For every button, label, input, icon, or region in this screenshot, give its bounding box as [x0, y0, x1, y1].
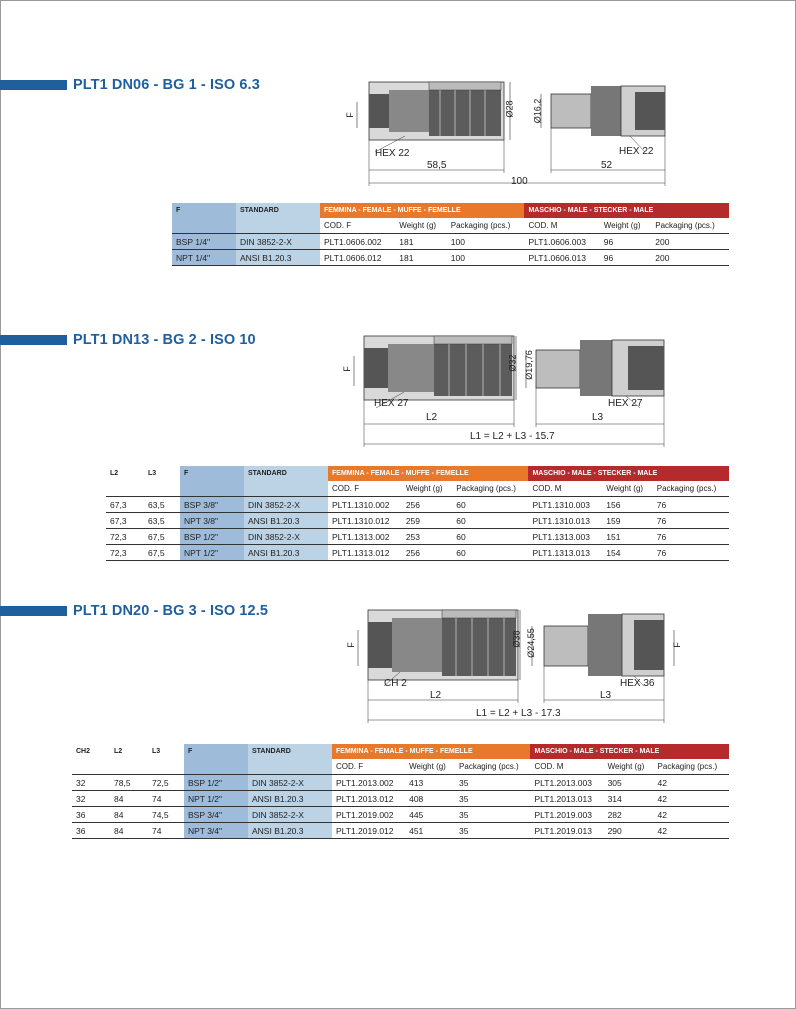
section-title-dn06 — [0, 75, 260, 95]
female-hex-label: HEX 22 — [375, 148, 410, 159]
title-bar — [0, 80, 67, 90]
subheader-packaging-m: Packaging (pcs.) — [654, 759, 729, 775]
female-diameter-label: Ø32 — [507, 354, 518, 372]
male-length-label: 52 — [601, 160, 613, 171]
table-row: 36 84 74,5 BSP 3/4" DIN 3852-2-X PLT1.2019.002 445 35 PLT1.2019.003 282 42 — [72, 807, 729, 823]
section-title-dn20 — [0, 601, 268, 621]
female-length-label: 58,5 — [427, 160, 447, 171]
col-header-l2: L2 — [110, 470, 119, 477]
male-length-label: L3 — [592, 412, 604, 423]
coupling-drawing-dn06 — [345, 72, 680, 192]
subheader-weight-f: Weight (g) — [402, 481, 452, 497]
f-label-right: F — [671, 642, 682, 648]
table-row: BSP 1/4" DIN 3852-2-X PLT1.0606.002 181 100 PLT1.0606.003 96 200 — [172, 234, 729, 250]
spec-table-dn13 — [106, 466, 729, 561]
subheader-weight-f: Weight (g) — [395, 218, 446, 234]
subheader-packaging-f: Packaging (pcs.) — [447, 218, 525, 234]
f-label: F — [345, 642, 356, 648]
col-header-l3: L3 — [148, 470, 157, 477]
title-bar — [0, 606, 67, 616]
male-hex-label: HEX 27 — [608, 398, 643, 409]
col-header-f: F — [172, 203, 236, 218]
subheader-packaging-m: Packaging (pcs.) — [651, 218, 729, 234]
male-length-label: L3 — [600, 690, 612, 701]
table-subheader-row — [106, 481, 729, 497]
spec-table-dn06 — [172, 203, 729, 266]
col-header-standard: STANDARD — [244, 466, 328, 481]
female-diameter-label: Ø28 — [504, 100, 515, 118]
subheader-weight-f: Weight (g) — [405, 759, 455, 775]
table-header-row — [106, 466, 729, 481]
table-header-row — [172, 203, 729, 218]
table-subheader-row — [172, 218, 729, 234]
total-length-label: L1 = L2 + L3 - 15.7 — [470, 431, 555, 442]
male-header: MASCHIO - MALE - STECKER - MALE — [524, 203, 729, 218]
col-header-ch2: CH2 — [76, 748, 91, 755]
male-diameter-label: Ø19,76 — [523, 350, 534, 380]
male-hex-label: HEX 22 — [619, 146, 654, 157]
subheader-weight-m: Weight (g) — [604, 759, 654, 775]
f-label: F — [341, 366, 352, 372]
subheader-cod-f: COD. F — [328, 481, 402, 497]
female-hex-label: CH 2 — [384, 678, 407, 689]
section-title-text: PLT1 DN20 - BG 3 - ISO 12.5 — [73, 603, 269, 619]
subheader-cod-f: COD. F — [332, 759, 405, 775]
female-header: FEMMINA - FEMALE - MUFFE - FEMELLE — [328, 466, 528, 481]
total-length-label: 100 — [511, 176, 528, 187]
male-hex-label: HEX 36 — [620, 678, 655, 689]
male-header: MASCHIO - MALE - STECKER - MALE — [528, 466, 729, 481]
section-title-dn13 — [0, 330, 256, 350]
female-header: FEMMINA - FEMALE - MUFFE - FEMELLE — [332, 744, 530, 759]
col-header-standard: STANDARD — [248, 744, 332, 759]
subheader-weight-m: Weight (g) — [602, 481, 652, 497]
table-row: 67,3 63,5 NPT 3/8" ANSI B1.20.3 PLT1.1310.012 259 60 PLT1.1310.013 159 76 — [106, 513, 729, 529]
table-row: NPT 1/4" ANSI B1.20.3 PLT1.0606.012 181 100 PLT1.0606.013 96 200 — [172, 250, 729, 266]
col-header-l2: L2 — [114, 748, 123, 755]
female-length-label: L2 — [430, 690, 442, 701]
title-bar — [0, 335, 67, 345]
col-header-f: F — [180, 466, 244, 481]
male-diameter-label: Ø16,2 — [532, 98, 543, 124]
female-diameter-label: Ø38 — [511, 630, 522, 648]
subheader-packaging-f: Packaging (pcs.) — [452, 481, 528, 497]
subheader-weight-m: Weight (g) — [600, 218, 651, 234]
f-label: F — [344, 112, 355, 118]
section-title-text: PLT1 DN06 - BG 1 - ISO 6.3 — [73, 77, 260, 93]
col-header-standard: STANDARD — [236, 203, 320, 218]
table-row: 72,3 67,5 NPT 1/2" ANSI B1.20.3 PLT1.1313.012 256 60 PLT1.1313.013 154 76 — [106, 545, 729, 561]
total-length-label: L1 = L2 + L3 - 17.3 — [476, 708, 561, 719]
subheader-packaging-f: Packaging (pcs.) — [455, 759, 530, 775]
section-title-text: PLT1 DN13 - BG 2 - ISO 10 — [73, 332, 256, 348]
table-row: 32 78,5 72,5 BSP 1/2" DIN 3852-2-X PLT1.2013.002 413 35 PLT1.2013.003 305 42 — [72, 775, 729, 791]
female-length-label: L2 — [426, 412, 438, 423]
male-diameter-label: Ø24,55 — [525, 628, 536, 658]
subheader-packaging-m: Packaging (pcs.) — [653, 481, 729, 497]
table-header-row — [72, 744, 729, 759]
table-row: 36 84 74 NPT 3/4" ANSI B1.20.3 PLT1.2019.012 451 35 PLT1.2019.013 290 42 — [72, 823, 729, 839]
table-subheader-row — [72, 759, 729, 775]
table-row: 67,3 63,5 BSP 3/8" DIN 3852-2-X PLT1.1310.002 256 60 PLT1.1310.003 156 76 — [106, 497, 729, 513]
subheader-cod-m: COD. M — [528, 481, 602, 497]
subheader-cod-m: COD. M — [524, 218, 599, 234]
coupling-drawing-dn20 — [344, 600, 684, 724]
col-header-f: F — [184, 744, 248, 759]
female-hex-label: HEX 27 — [374, 398, 409, 409]
subheader-cod-m: COD. M — [530, 759, 603, 775]
subheader-cod-f: COD. F — [320, 218, 395, 234]
male-header: MASCHIO - MALE - STECKER - MALE — [530, 744, 729, 759]
col-header-l3: L3 — [152, 748, 161, 755]
coupling-drawing-dn13 — [341, 326, 680, 448]
spec-table-dn20 — [72, 744, 729, 839]
female-header: FEMMINA - FEMALE - MUFFE - FEMELLE — [320, 203, 524, 218]
table-row: 72,3 67,5 BSP 1/2" DIN 3852-2-X PLT1.1313.002 253 60 PLT1.1313.003 151 76 — [106, 529, 729, 545]
table-row: 32 84 74 NPT 1/2" ANSI B1.20.3 PLT1.2013.012 408 35 PLT1.2013.013 314 42 — [72, 791, 729, 807]
